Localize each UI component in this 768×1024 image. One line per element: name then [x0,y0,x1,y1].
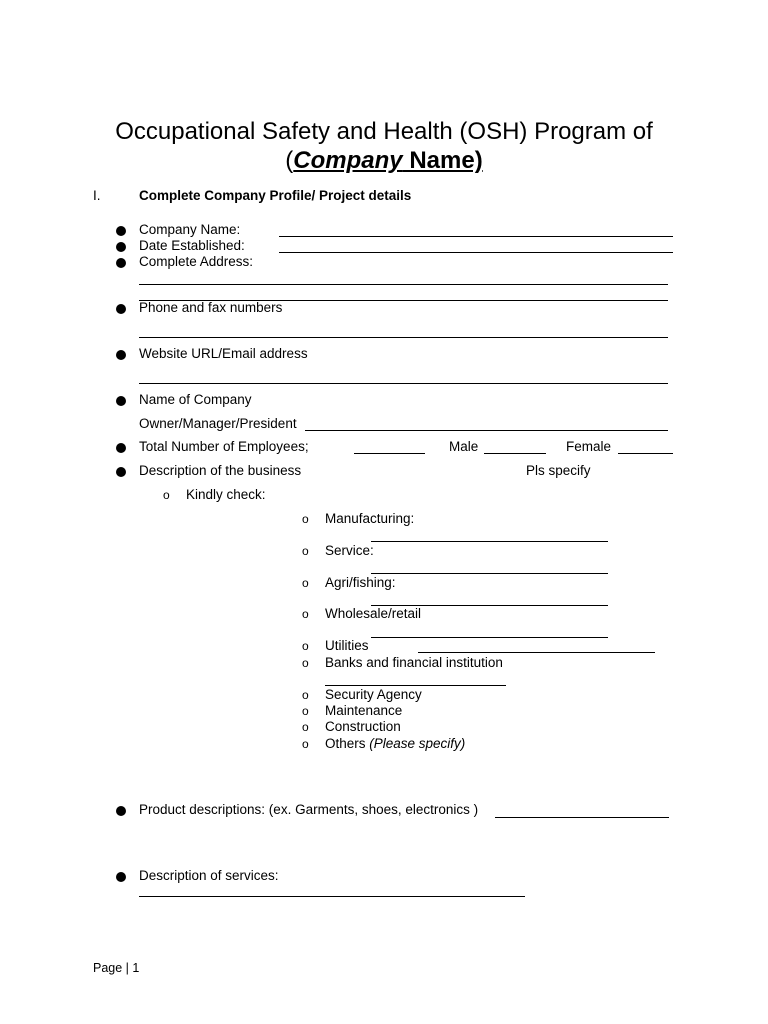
label-product-descriptions: Product descriptions: (ex. Garments, shoes, electronics ) [139,802,479,817]
label-description-business: Description of the business [139,463,302,478]
section-heading: Complete Company Profile/ Project details [139,188,412,203]
bullet-icon [116,226,126,236]
label-kindly-check: Kindly check: [186,487,266,502]
label-description-services: Description of services: [139,868,279,883]
bullet-icon [116,242,126,252]
option-utilities[interactable]: Utilities [325,638,369,653]
bullet-icon [116,304,126,314]
service-field[interactable] [371,573,608,574]
bullet-icon [116,396,126,406]
option-banks[interactable]: Banks and financial institution [325,655,503,670]
section-numeral: I. [93,188,101,203]
sub-bullet-icon: o [302,737,309,751]
sub-bullet-icon: o [302,544,309,558]
wholesale-retail-field[interactable] [371,637,608,638]
description-services-field[interactable] [139,896,525,897]
document-title-line2 [0,146,768,175]
label-name-of-company: Name of Company [139,392,252,407]
label-complete-address: Complete Address: [139,254,254,269]
bullet-icon [116,350,126,360]
label-date-established: Date Established: [139,238,245,253]
others-label: Others [325,736,370,751]
label-owner: Owner/Manager/President [139,416,297,431]
sub-bullet-icon: o [302,704,309,718]
phone-fax-field[interactable] [139,337,668,338]
male-field[interactable] [484,453,546,454]
option-construction[interactable]: Construction [325,719,401,734]
label-female: Female [566,439,612,454]
label-total-employees: Total Number of Employees; [139,439,309,454]
document-title-line1: Occupational Safety and Health (OSH) Program of [115,118,653,145]
sub-bullet-icon: o [302,688,309,702]
option-wholesale-retail[interactable]: Wholesale/retail [325,606,422,621]
address-field-line1[interactable] [139,284,668,285]
sub-bullet-icon: o [302,656,309,670]
bullet-icon [116,806,126,816]
bullet-icon [116,443,126,453]
option-service[interactable]: Service: [325,543,374,558]
label-pls-specify: Pls specify [526,463,591,478]
bullet-icon [116,872,126,882]
label-website-email: Website URL/Email address [139,346,308,361]
others-note: (Please specify) [369,736,466,751]
label-phone-fax: Phone and fax numbers [139,300,283,315]
label-male: Male [449,439,479,454]
option-maintenance[interactable]: Maintenance [325,703,403,718]
title-open-paren: ( [285,147,294,174]
sub-bullet-icon: o [302,607,309,621]
sub-bullet-icon: o [302,512,309,526]
female-field[interactable] [618,453,673,454]
title-company: Company [293,147,403,174]
title-name: Name) [402,147,483,174]
option-others[interactable] [325,736,465,752]
option-security-agency[interactable]: Security Agency [325,687,422,702]
sub-bullet-icon: o [302,576,309,590]
bullet-icon [116,258,126,268]
sub-bullet-icon: o [302,639,309,653]
option-manufacturing[interactable]: Manufacturing: [325,511,415,526]
owner-field[interactable] [305,430,668,431]
company-name-field[interactable] [279,236,673,237]
bullet-icon [116,467,126,477]
product-descriptions-field[interactable] [495,817,669,818]
sub-bullet-icon: o [302,720,309,734]
total-employees-field[interactable] [354,453,425,454]
label-company-name: Company Name: [139,222,241,237]
banks-field[interactable] [325,685,506,686]
manufacturing-field[interactable] [371,541,608,542]
date-established-field[interactable] [279,252,673,253]
utilities-field[interactable] [418,652,655,653]
website-email-field[interactable] [139,383,668,384]
page-number: Page | 1 [93,961,140,975]
sub-bullet-icon: o [163,488,170,502]
option-agri-fishing[interactable]: Agri/fishing: [325,575,396,590]
